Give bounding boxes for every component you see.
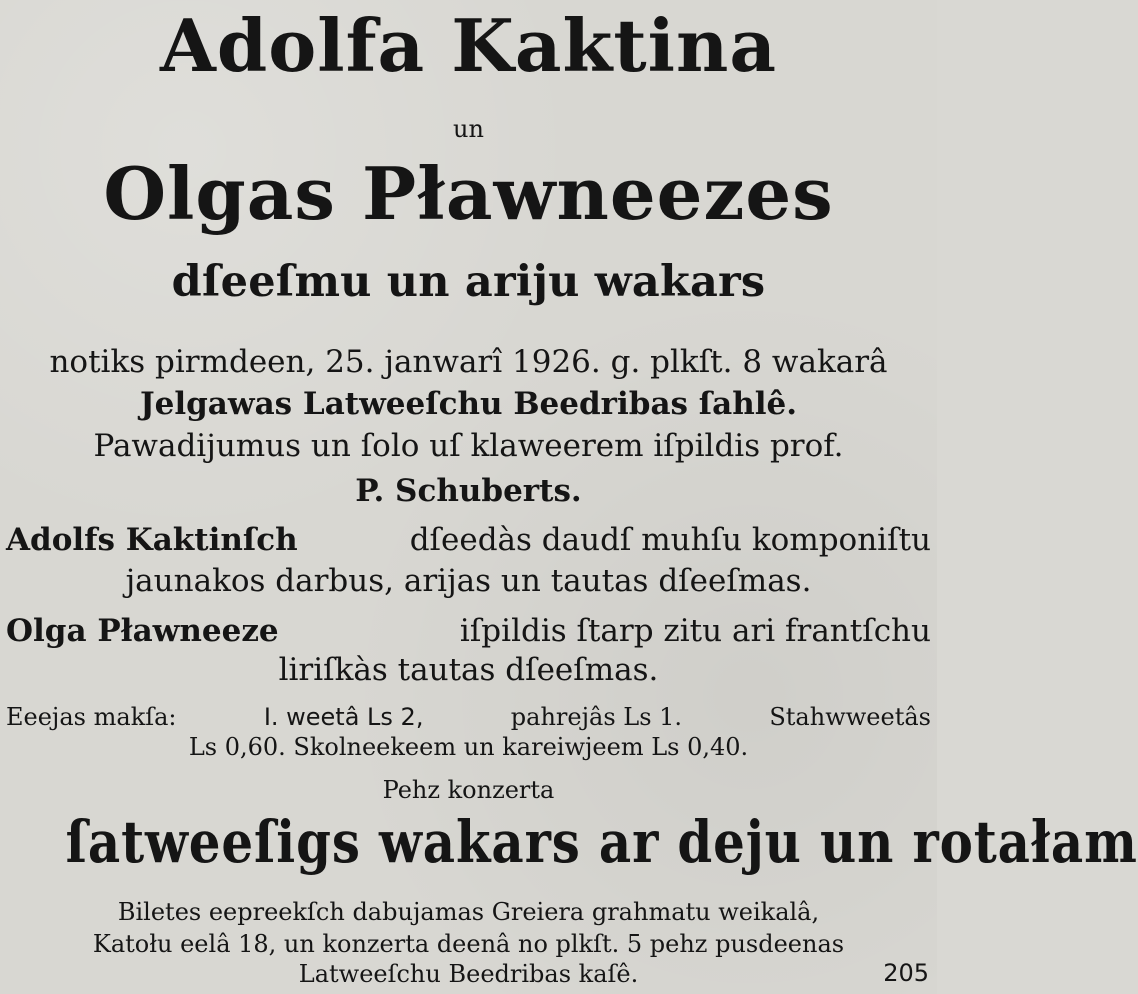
page-number: 205 [883,959,929,987]
event-time-line: notiks pirmdeen, 25. janwarî 1926. g. plkſt. 8 wakarâ [49,344,888,380]
title-connector: un [453,115,484,143]
olga-name: Olga Pławneeze [6,613,279,649]
ticket-price-label: Eeejas makſa: [6,703,177,731]
after-concert-line: Pehz konzerta [382,776,555,804]
event-subtitle: dſeeſmu un ariju wakars [171,257,766,307]
ticket-sales-line-3: Latweeſchu Beedribas kaſê. [298,960,639,988]
first-seat-price: I. weetâ Ls 2, [263,703,424,731]
olga-description-row-2: liriſkàs tautas dſeeſmas. [278,652,659,688]
social-evening-title: ſatweeſigs wakars ar deju un rotałam [65,808,1138,876]
ticket-price-row-1 [6,705,931,729]
accompaniment-line: Pawadijumus un ſolo uſ klaweerem iſpildis prof. [93,428,844,464]
adolfs-description-row-2: jaunakos darbus, arijas un tautas dſeeſmas. [125,563,812,599]
event-place-line: Jelgawas Latweeſchu Beedribas ſahlê. [139,386,798,422]
adolfs-name: Adolfs Kaktinſch [6,522,298,558]
main-title-adolfa: Adolfa Kaktina [160,3,777,88]
olga-description-text-1: iſpildis ſtarp zitu ari frantſchu [459,613,931,649]
standing-place-label: Stahwweetâs [769,703,931,731]
adolfs-description-row-1 [6,522,931,558]
ticket-sales-line-1: Biletes eepreekſch dabujamas Greiera grahmatu weikalâ, [117,898,820,926]
main-title-olgas: Olgas Pławneezes [103,151,834,236]
ticket-sales-line-2: Katołu eelâ 18, un konzerta deenâ no plkſt. 5 pehz pusdeenas [92,930,845,958]
olga-description-row-1 [6,613,931,649]
accompanist-name: P. Schuberts. [355,473,582,509]
ticket-price-row-2: Ls 0,60. Skolneekeem un kareiwjeem Ls 0,40. [188,733,749,761]
other-seat-price: pahrejâs Ls 1. [510,703,683,731]
adolfs-description-text-1: dſeedàs daudſ muhſu komponiſtu [409,522,931,558]
